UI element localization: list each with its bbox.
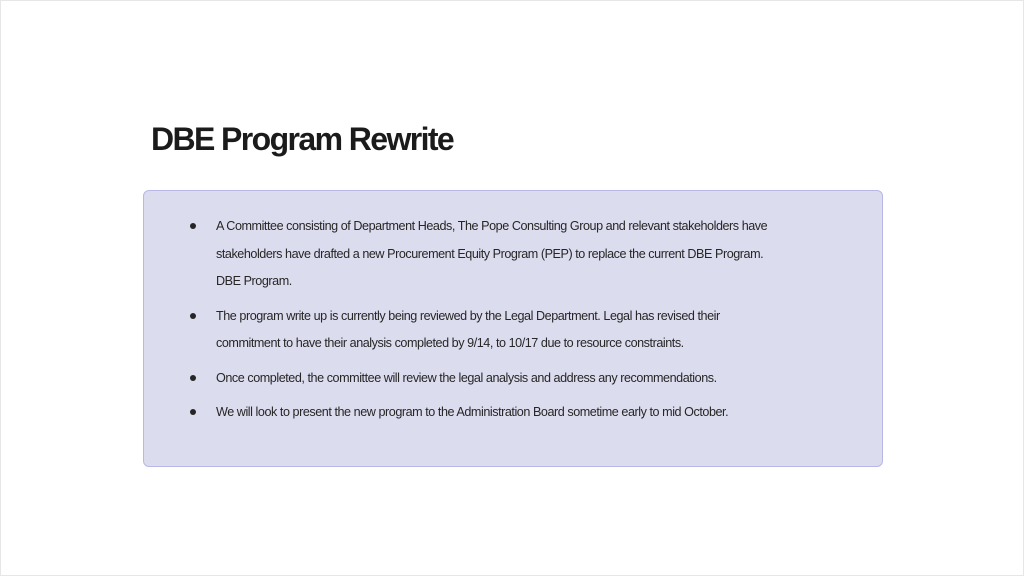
bullet-line: We will look to present the new program to the Administration Board sometime early to mid October. bbox=[216, 405, 729, 419]
bullet-line: commitment to have their analysis completed by 9/14, to 10/17 due to resource constraints. bbox=[216, 336, 684, 350]
bullet-line: stakeholders have drafted a new Procurement Equity Program (PEP) to replace the current DBE Program. bbox=[216, 246, 764, 261]
bullet-list bbox=[144, 213, 882, 434]
bullet-icon bbox=[190, 223, 196, 229]
slide-title: DBE Program Rewrite bbox=[151, 121, 454, 157]
bullet-icon bbox=[190, 313, 196, 319]
content-box bbox=[143, 190, 883, 467]
bullet-icon bbox=[190, 409, 196, 415]
bullet-line: DBE Program. bbox=[216, 274, 292, 288]
bullet-line: Once completed, the committee will review the legal analysis and address any recommendations. bbox=[216, 370, 717, 385]
bullet-item bbox=[144, 303, 882, 358]
bullet-item bbox=[144, 365, 882, 393]
bullet-icon bbox=[190, 375, 196, 381]
bullet-line: A Committee consisting of Department Heads, The Pope Consulting Group and relevant stakeholders have bbox=[216, 219, 768, 233]
bullet-line: The program write up is currently being reviewed by the Legal Department. Legal has revised their bbox=[216, 308, 720, 323]
bullet-item bbox=[144, 399, 882, 427]
bullet-item bbox=[144, 213, 882, 296]
